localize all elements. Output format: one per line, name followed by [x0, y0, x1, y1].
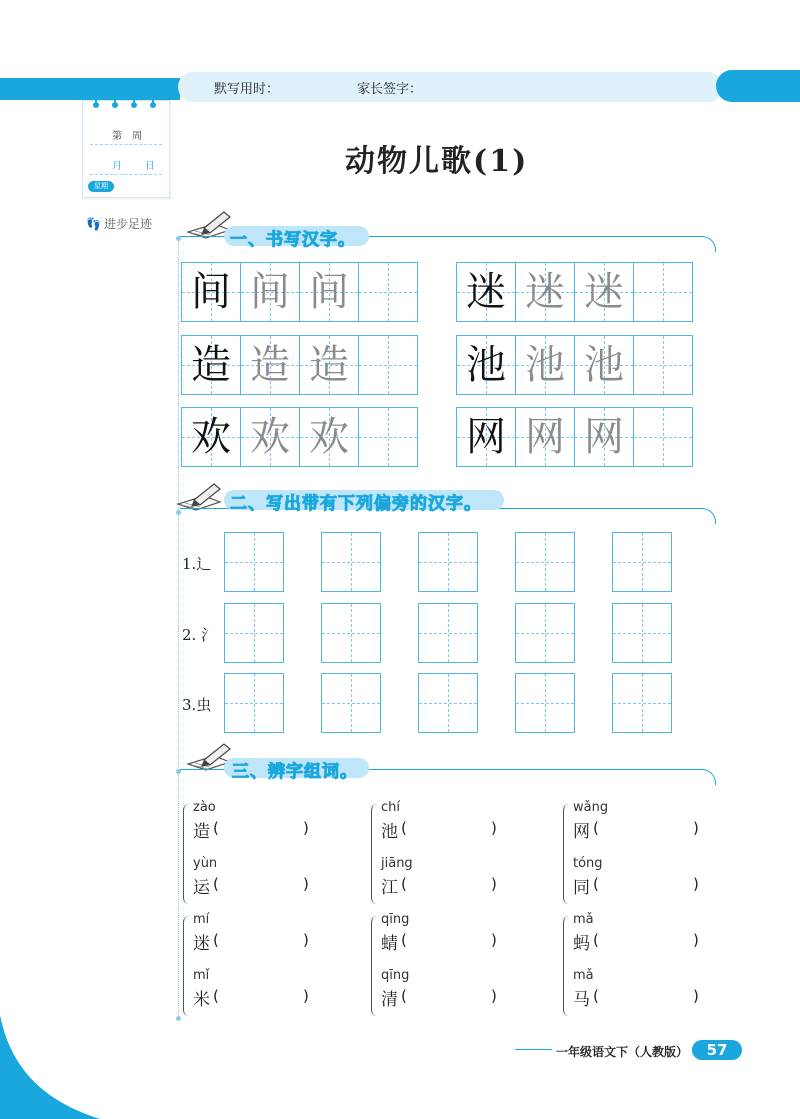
writing-cell[interactable]: [224, 532, 284, 592]
writing-cell[interactable]: [418, 532, 478, 592]
pinyin: yùn: [193, 856, 218, 871]
writing-cell[interactable]: [224, 673, 284, 733]
signature-label: 家长签字：: [357, 82, 423, 97]
practice-character: 迷: [525, 269, 565, 315]
writing-cell[interactable]: [612, 532, 672, 592]
practice-character: 欢: [309, 414, 349, 460]
weekday-badge: 星期: [88, 181, 114, 192]
open-paren: (: [401, 875, 407, 893]
page-title: 动物儿歌(1): [345, 144, 529, 179]
open-paren: (: [401, 931, 407, 949]
writing-cell[interactable]: [181, 262, 241, 322]
word-character: 马: [573, 990, 590, 1010]
page-number: 57: [692, 1040, 742, 1060]
calendar-divider: [90, 144, 162, 145]
answer-blank[interactable]: [413, 819, 501, 839]
writing-cell[interactable]: [456, 407, 516, 467]
open-paren: (: [213, 987, 219, 1005]
close-paren: ): [693, 987, 699, 1005]
open-paren: (: [593, 819, 599, 837]
radical-label: 3.虫: [182, 696, 212, 714]
pinyin: qīng: [381, 912, 410, 927]
answer-blank[interactable]: [605, 987, 703, 1007]
brace: [371, 804, 379, 904]
writing-cell[interactable]: [299, 262, 359, 322]
writing-cell[interactable]: [515, 673, 575, 733]
practice-character: 迷: [584, 269, 624, 315]
close-paren: ): [693, 819, 699, 837]
writing-cell[interactable]: [240, 407, 300, 467]
practice-character: 间: [250, 269, 290, 315]
word-character: 网: [573, 822, 590, 842]
word-character: 迷: [193, 934, 210, 954]
writing-cell[interactable]: [418, 673, 478, 733]
book-label: 一年级语文下（人教版）: [552, 1043, 692, 1060]
answer-blank[interactable]: [605, 931, 703, 951]
answer-blank[interactable]: [605, 819, 703, 839]
radical-label: 1.辶: [182, 555, 212, 573]
section-heading: 一、书写汉字。: [230, 230, 356, 250]
word-character: 蜻: [381, 934, 398, 954]
close-paren: ): [303, 987, 309, 1005]
footprints-icon: 👣: [86, 217, 101, 231]
writing-cell[interactable]: [456, 262, 516, 322]
practice-character: 间: [191, 269, 231, 315]
writing-cell[interactable]: [574, 335, 634, 395]
open-paren: (: [401, 987, 407, 1005]
answer-blank[interactable]: [225, 875, 313, 895]
pinyin: mǐ: [193, 968, 210, 983]
radical-label: 2. 氵: [182, 626, 217, 644]
practice-character: 网: [525, 414, 565, 460]
word-character: 池: [381, 822, 398, 842]
close-paren: ): [491, 875, 497, 893]
time-label: 默写用时：: [214, 82, 280, 97]
binder-ring-icon: [148, 90, 158, 108]
pinyin: mǎ: [573, 912, 594, 927]
close-paren: ): [491, 931, 497, 949]
brace: [371, 916, 379, 1016]
answer-blank[interactable]: [605, 875, 703, 895]
writing-cell[interactable]: [181, 407, 241, 467]
writing-cell[interactable]: [321, 673, 381, 733]
brace: [183, 804, 191, 904]
header-band-right: [716, 70, 800, 102]
writing-cell[interactable]: [321, 532, 381, 592]
word-character: 运: [193, 878, 210, 898]
answer-blank[interactable]: [225, 931, 313, 951]
brace: [563, 916, 571, 1016]
close-paren: ): [491, 819, 497, 837]
writing-cell[interactable]: [515, 532, 575, 592]
writing-cell[interactable]: [321, 603, 381, 663]
close-paren: ): [693, 931, 699, 949]
practice-character: 造: [191, 342, 231, 388]
writing-cell[interactable]: [633, 407, 693, 467]
pinyin: mǎ: [573, 968, 594, 983]
writing-cell[interactable]: [181, 335, 241, 395]
pinyin: zào: [193, 800, 216, 815]
margin-dot: [176, 1016, 181, 1021]
answer-blank[interactable]: [413, 875, 501, 895]
close-paren: ): [491, 987, 497, 1005]
word-character: 米: [193, 990, 210, 1010]
writing-cell[interactable]: [574, 262, 634, 322]
day-label: 日: [145, 161, 155, 172]
word-character: 同: [573, 878, 590, 898]
practice-character: 网: [466, 414, 506, 460]
writing-cell[interactable]: [633, 262, 693, 322]
progress-label: 进步足迹: [103, 217, 152, 231]
writing-cell[interactable]: [456, 335, 516, 395]
pinyin: mí: [193, 912, 210, 927]
writing-cell[interactable]: [240, 262, 300, 322]
week-label: 第 周: [112, 131, 142, 142]
writing-cell[interactable]: [299, 407, 359, 467]
open-paren: (: [593, 931, 599, 949]
writing-cell[interactable]: [515, 603, 575, 663]
word-character: 蚂: [573, 934, 590, 954]
writing-cell[interactable]: [574, 407, 634, 467]
close-paren: ): [303, 875, 309, 893]
margin-line: [178, 236, 179, 1018]
close-paren: ): [693, 875, 699, 893]
close-paren: ): [303, 931, 309, 949]
binder-ring-icon: [91, 90, 101, 108]
pinyin: tóng: [573, 856, 603, 871]
pinyin: wǎng: [573, 800, 609, 815]
writing-cell[interactable]: [515, 335, 575, 395]
answer-blank[interactable]: [225, 819, 313, 839]
pinyin: qīng: [381, 968, 410, 983]
writing-cell[interactable]: [299, 335, 359, 395]
writing-cell[interactable]: [358, 335, 418, 395]
writing-cell[interactable]: [515, 407, 575, 467]
writing-cell[interactable]: [612, 673, 672, 733]
answer-blank[interactable]: [413, 987, 501, 1007]
month-label: 月: [112, 161, 122, 172]
progress-footprints: [86, 215, 152, 232]
open-paren: (: [213, 931, 219, 949]
practice-character: 造: [250, 342, 290, 388]
open-paren: (: [401, 819, 407, 837]
corner-decoration: [0, 1015, 100, 1119]
writing-cell[interactable]: [224, 603, 284, 663]
word-character: 江: [381, 878, 398, 898]
writing-cell[interactable]: [515, 262, 575, 322]
writing-cell[interactable]: [418, 603, 478, 663]
word-character: 清: [381, 990, 398, 1010]
practice-character: 间: [309, 269, 349, 315]
pinyin: jiāng: [381, 856, 413, 871]
open-paren: (: [593, 875, 599, 893]
practice-character: 造: [309, 342, 349, 388]
answer-blank[interactable]: [225, 987, 313, 1007]
practice-character: 欢: [250, 414, 290, 460]
writing-cell[interactable]: [633, 335, 693, 395]
writing-cell[interactable]: [240, 335, 300, 395]
writing-cell[interactable]: [358, 262, 418, 322]
calendar-divider: [90, 174, 162, 175]
close-paren: ): [303, 819, 309, 837]
binder-ring-icon: [129, 90, 139, 108]
open-paren: (: [213, 819, 219, 837]
brace: [563, 804, 571, 904]
open-paren: (: [213, 875, 219, 893]
practice-character: 网: [584, 414, 624, 460]
word-character: 造: [193, 822, 210, 842]
practice-character: 欢: [191, 414, 231, 460]
practice-character: 池: [466, 342, 506, 388]
writing-cell[interactable]: [358, 407, 418, 467]
practice-character: 池: [525, 342, 565, 388]
practice-character: 迷: [466, 269, 506, 315]
practice-character: 池: [584, 342, 624, 388]
answer-blank[interactable]: [413, 931, 501, 951]
pinyin: chí: [381, 800, 400, 815]
brace: [183, 916, 191, 1016]
section-heading: 三、辨字组词。: [232, 762, 358, 782]
writing-cell[interactable]: [612, 603, 672, 663]
binder-ring-icon: [110, 90, 120, 108]
open-paren: (: [593, 987, 599, 1005]
section-heading: 二、写出带有下列偏旁的汉字。: [230, 494, 482, 514]
